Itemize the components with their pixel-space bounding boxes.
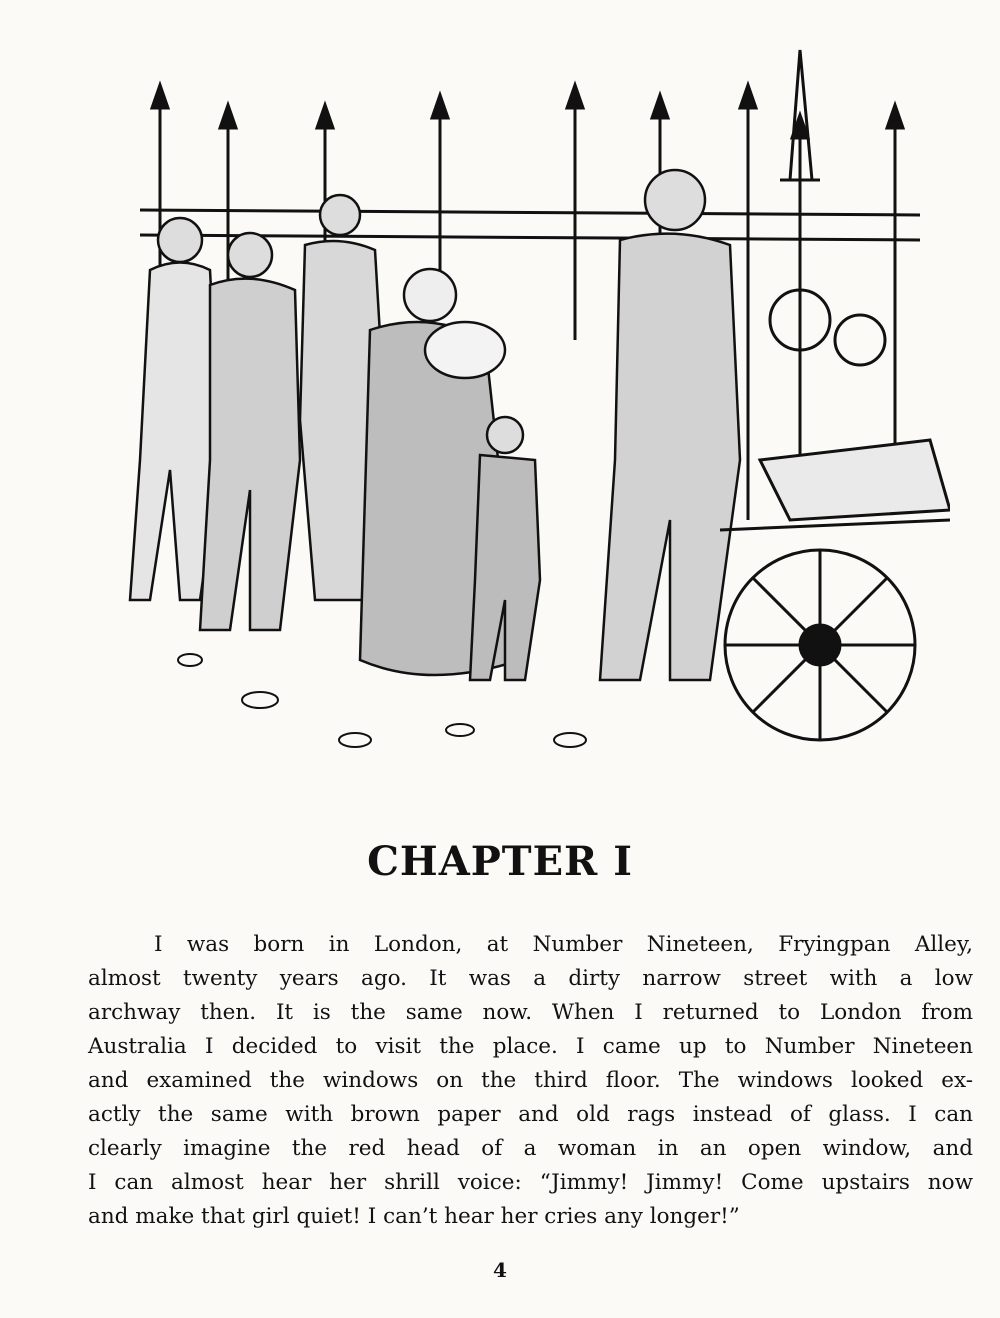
chapter-title: CHAPTER I <box>367 838 633 885</box>
text-line: actly the same with brown paper and old rags instead of glass. I can <box>88 1102 973 1127</box>
text-line: Australia I decided to visit the place. I came up to Number Nineteen <box>88 1034 973 1059</box>
text-line: almost twenty years ago. It was a dirty narrow street with a low <box>88 966 973 991</box>
chapter-text <box>88 928 973 1234</box>
text-line: clearly imagine the red head of a woman in an open window, and <box>88 1136 973 1161</box>
text-line: and make that girl quiet! I can’t hear her cries any longer!” <box>88 1204 740 1229</box>
text-line: archway then. It is the same now. When I returned to London from <box>88 1000 973 1025</box>
funeral-procession-illustration <box>100 40 950 785</box>
funeral-cart <box>720 440 950 740</box>
text-line: I was born in London, at Number Nineteen, Fryingpan Alley, <box>154 932 973 957</box>
text-line: I can almost hear her shrill voice: “Jimmy! Jimmy! Come upstairs now <box>88 1170 973 1195</box>
illustration-drawing <box>100 40 950 785</box>
page-number: 4 <box>493 1258 507 1282</box>
text-line: and examined the windows on the third floor. The windows looked ex- <box>88 1068 973 1093</box>
mourner-figures <box>130 170 740 680</box>
